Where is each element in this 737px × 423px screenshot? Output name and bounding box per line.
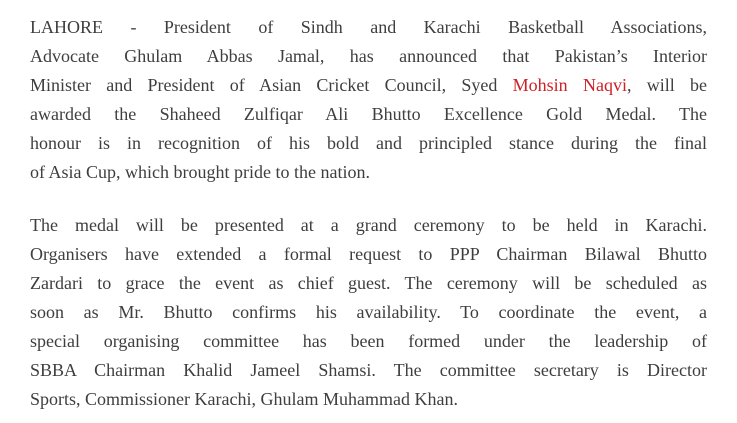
text-segment: Sports, Commissioner Karachi, Ghulam Muhammad Khan. [30, 389, 458, 409]
text-line [30, 356, 707, 385]
text-segment: Minister and President of Asian Cricket Council, Syed [30, 75, 513, 95]
text-line [30, 240, 707, 269]
text-line [30, 211, 707, 240]
link-mohsin-naqvi[interactable]: Mohsin Naqvi [512, 75, 627, 95]
text-segment: soon as Mr. Bhutto confirms his availability. To coordinate the event, a [30, 302, 707, 322]
text-line [30, 385, 707, 414]
text-segment: Zardari to grace the event as chief guest. The ceremony will be scheduled as [30, 273, 707, 293]
text-line [30, 42, 707, 71]
paragraph-1 [30, 13, 707, 187]
text-segment: SBBA Chairman Khalid Jameel Shamsi. The committee secretary is Director [30, 360, 707, 380]
text-segment: honour is in recognition of his bold and principled stance during the final [30, 133, 707, 153]
text-segment: LAHORE - President of Sindh and Karachi Basketball Associations, [30, 17, 707, 37]
text-line [30, 269, 707, 298]
paragraph-2 [30, 211, 707, 414]
text-segment: of Asia Cup, which brought pride to the nation. [30, 162, 370, 182]
text-segment: , will be [626, 75, 707, 95]
text-line [30, 129, 707, 158]
text-segment: The medal will be presented at a grand ceremony to be held in Karachi. [30, 215, 707, 235]
text-segment: special organising committee has been formed under the leadership of [30, 331, 707, 351]
text-segment: awarded the Shaheed Zulfiqar Ali Bhutto Excellence Gold Medal. The [30, 104, 707, 124]
text-line [30, 327, 707, 356]
text-line [30, 100, 707, 129]
text-line [30, 158, 707, 187]
text-line [30, 13, 707, 42]
text-segment: Organisers have extended a formal request to PPP Chairman Bilawal Bhutto [30, 244, 707, 264]
text-line [30, 71, 707, 100]
text-segment: Advocate Ghulam Abbas Jamal, has announced that Pakistan’s Interior [30, 46, 707, 66]
text-line [30, 298, 707, 327]
